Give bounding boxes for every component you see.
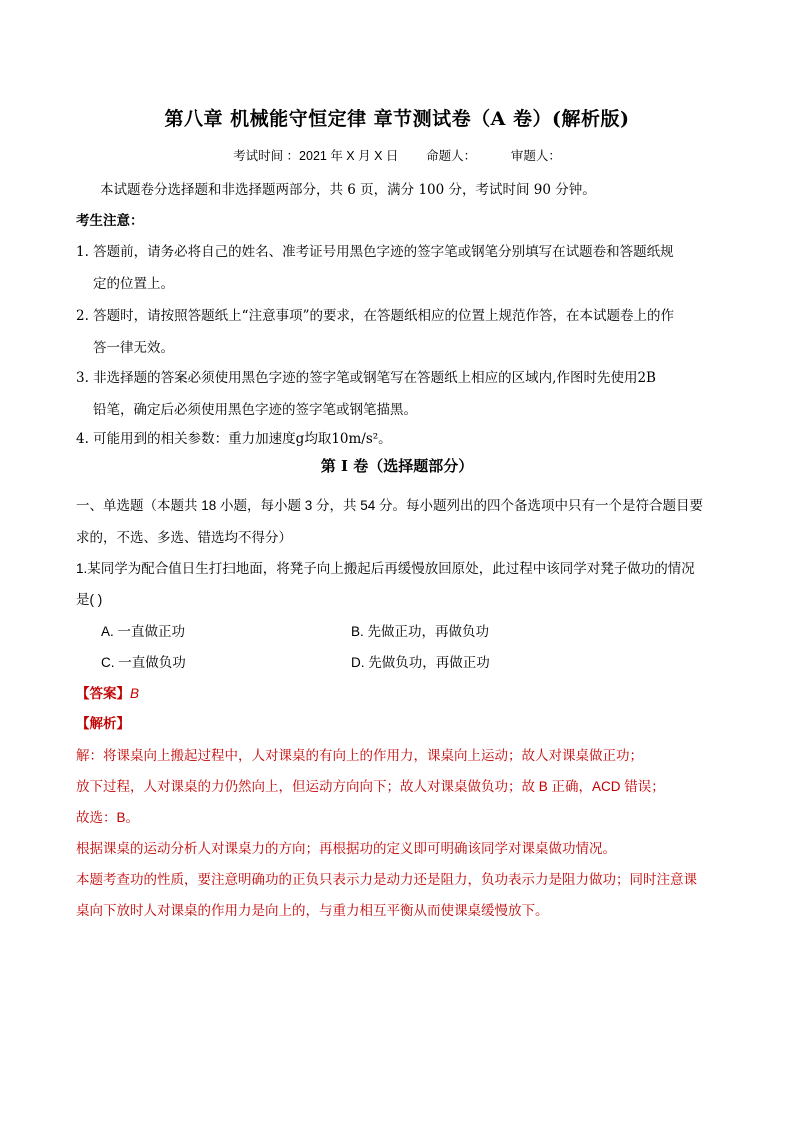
analysis-line-5: 本题考查功的性质，要注意明确功的正负只表示力是动力还是阻力，负功表示力是阻力做功；同时注意课: [76, 872, 697, 887]
analysis-line-3: 故选：B。: [76, 810, 140, 825]
analysis-label: 【解析】: [76, 716, 130, 731]
analysis-line-1: 解：将课桌向上搬起过程中，人对课桌的有向上的作用力，课桌向上运动；故人对课桌做正功；: [76, 748, 643, 763]
notice-item-3: 3. 非选择题的答案必须使用黑色字迹的签字笔或钢笔写在答题纸上相应的区域内,作图时先使用2B: [76, 370, 656, 386]
exam-meta: 考试时间 ：2021 年 X 月 X 日 命题人： 审题人：: [233, 149, 561, 163]
intro-text: 本试题卷分选择题和非选择题两部分，共 6 页，满分 100 分，考试时间 90 分钟。: [100, 182, 596, 198]
notice-item-1: 1. 答题前，请务必将自己的姓名、准考证号用黑色字迹的签字笔或钢笔分别填写在试题卷和答题纸规: [76, 244, 674, 260]
notice-item-3-cont: 铅笔，确定后必须使用黑色字迹的签字笔或钢笔描黑。: [93, 402, 417, 418]
notice-item-2-cont: 答一律无效。: [93, 340, 174, 356]
question-stem-2: 是( ): [76, 592, 103, 607]
section-title: 第 I 卷（选择题部分）: [320, 457, 474, 475]
option-a: A. 一直做正功: [101, 624, 186, 639]
section-instructions-2: 求的，不选、多选、错选均不得分）: [76, 530, 292, 545]
answer-value: B: [130, 686, 140, 701]
notice-heading: 考生注意：: [76, 213, 144, 228]
notice-item-4: 4. 可能用到的相关参数：重力加速度g均取10m/s²。: [76, 431, 392, 447]
section-instructions-1: 一、单选题（本题共 18 小题，每小题 3 分，共 54 分。每小题列出的四个备选项中只有一个是符合题目要: [76, 498, 704, 513]
analysis-line-4: 根据课桌的运动分析人对课桌力的方向；再根据功的定义即可明确该同学对课桌做功情况。: [76, 841, 616, 856]
option-b: B. 先做正功，再做负功: [351, 624, 490, 639]
question-stem-1: 1.某同学为配合值日生打扫地面，将凳子向上搬起后再缓慢放回原处，此过程中该同学对凳子做功的情况: [76, 561, 695, 576]
notice-item-1-cont: 定的位置上。: [93, 276, 174, 292]
option-d: D. 先做负功，再做正功: [351, 655, 490, 670]
analysis-line-6: 桌向下放时人对课桌的作用力是向上的，与重力相互平衡从而使课桌缓慢放下。: [76, 903, 549, 918]
answer-line: [76, 682, 736, 702]
answer-label: 【答案】: [76, 686, 130, 701]
analysis-line-2: 放下过程，人对课桌的力仍然向上，但运动方向向下；故人对课桌做负功；故 B 正确，ACD 错误；: [76, 779, 665, 794]
notice-item-2: 2. 答题时，请按照答题纸上“注意事项”的要求，在答题纸相应的位置上规范作答，在本试题卷上的作: [76, 308, 674, 324]
option-c: C. 一直做负功: [101, 655, 186, 670]
document-title: 第八章 机械能守恒定律 章节测试卷（A 卷）(解析版): [164, 108, 630, 130]
